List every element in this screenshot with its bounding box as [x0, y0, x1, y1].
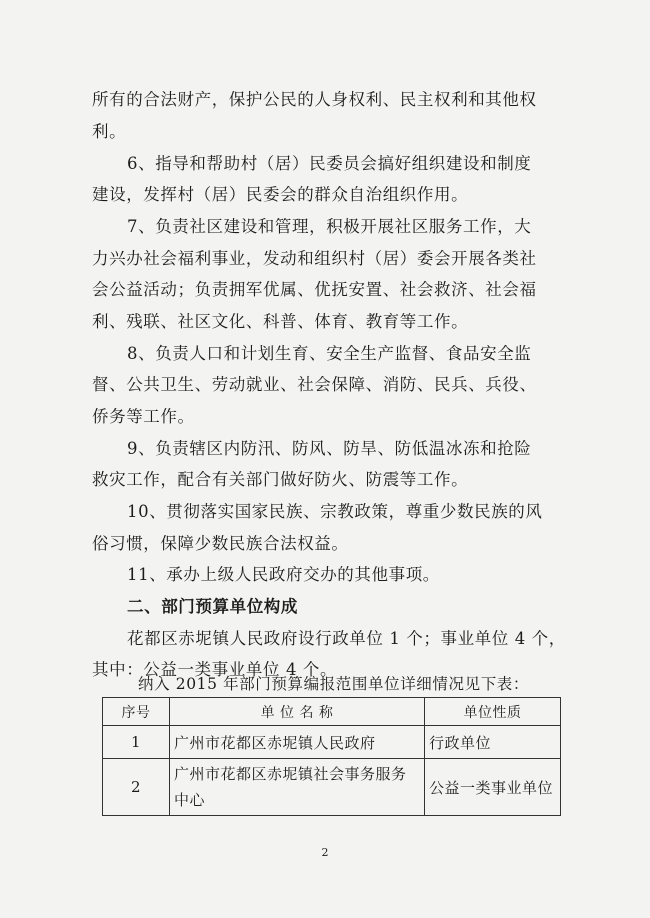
- body-line: 侨务等工作。: [92, 407, 195, 426]
- table-row: [103, 726, 561, 759]
- header-index: 序号: [103, 698, 170, 726]
- body-line: 8、负责人口和计划生育、安全生产监督、食品安全监: [127, 344, 532, 363]
- section-heading: 二、部门预算单位构成: [127, 597, 298, 616]
- body-line: 9、负责辖区内防汛、防风、防旱、防低温冰冻和抢险: [127, 439, 532, 458]
- body-line: 利。: [92, 122, 127, 141]
- header-unit-nature: 单位性质: [425, 698, 561, 726]
- body-line: 所有的合法财产，保护公民的人身权利、民主权利和其他权: [92, 90, 537, 109]
- body-line: 督、公共卫生、劳动就业、社会保障、消防、民兵、兵役、: [92, 375, 537, 394]
- body-line: 10、贯彻落实国家民族、宗教政策，尊重少数民族的风: [127, 502, 543, 521]
- cell-unit-name: 广州市花都区赤坭镇社会事务服务中心: [170, 759, 425, 816]
- body-line: 7、负责社区建设和管理，积极开展社区服务工作，大: [127, 217, 532, 236]
- body-line: 会公益活动；负责拥军优属、优抚安置、社会救济、社会福: [92, 280, 537, 299]
- body-line: 11、承办上级人民政府交办的其他事项。: [127, 565, 440, 584]
- header-unit-name: 单 位 名 称: [170, 698, 425, 726]
- body-line: 6、指导和帮助村（居）民委员会搞好组织建设和制度: [127, 154, 532, 173]
- table-header-row: [103, 698, 561, 726]
- body-line: 力兴办社会福利事业，发动和组织村（居）委会开展各类社: [92, 249, 537, 268]
- cell-unit-nature: 公益一类事业单位: [425, 759, 561, 816]
- body-line: 利、残联、社区文化、科普、体育、教育等工作。: [92, 312, 469, 331]
- page-number: 2: [321, 846, 329, 859]
- body-line: 其中：公益一类事业单位 4 个。: [92, 660, 338, 679]
- budget-units-table: [102, 697, 561, 816]
- body-line: 救灾工作，配合有关部门做好防火、防震等工作。: [92, 470, 469, 489]
- body-line: 俗习惯，保障少数民族合法权益。: [92, 534, 349, 553]
- body-line: 纳入 2015 年部门预算编报范围单位详细情况见下表：: [138, 675, 530, 693]
- cell-index: 2: [103, 759, 170, 816]
- body-line: 花都区赤坭镇人民政府设行政单位 1 个；事业单位 4 个，: [127, 629, 566, 648]
- body-line: 建设，发挥村（居）民委会的群众自治组织作用。: [92, 185, 469, 204]
- cell-index: 1: [103, 726, 170, 759]
- table-row: [103, 759, 561, 816]
- cell-unit-nature: 行政单位: [425, 726, 561, 759]
- cell-unit-name: 广州市花都区赤坭镇人民政府: [170, 726, 425, 759]
